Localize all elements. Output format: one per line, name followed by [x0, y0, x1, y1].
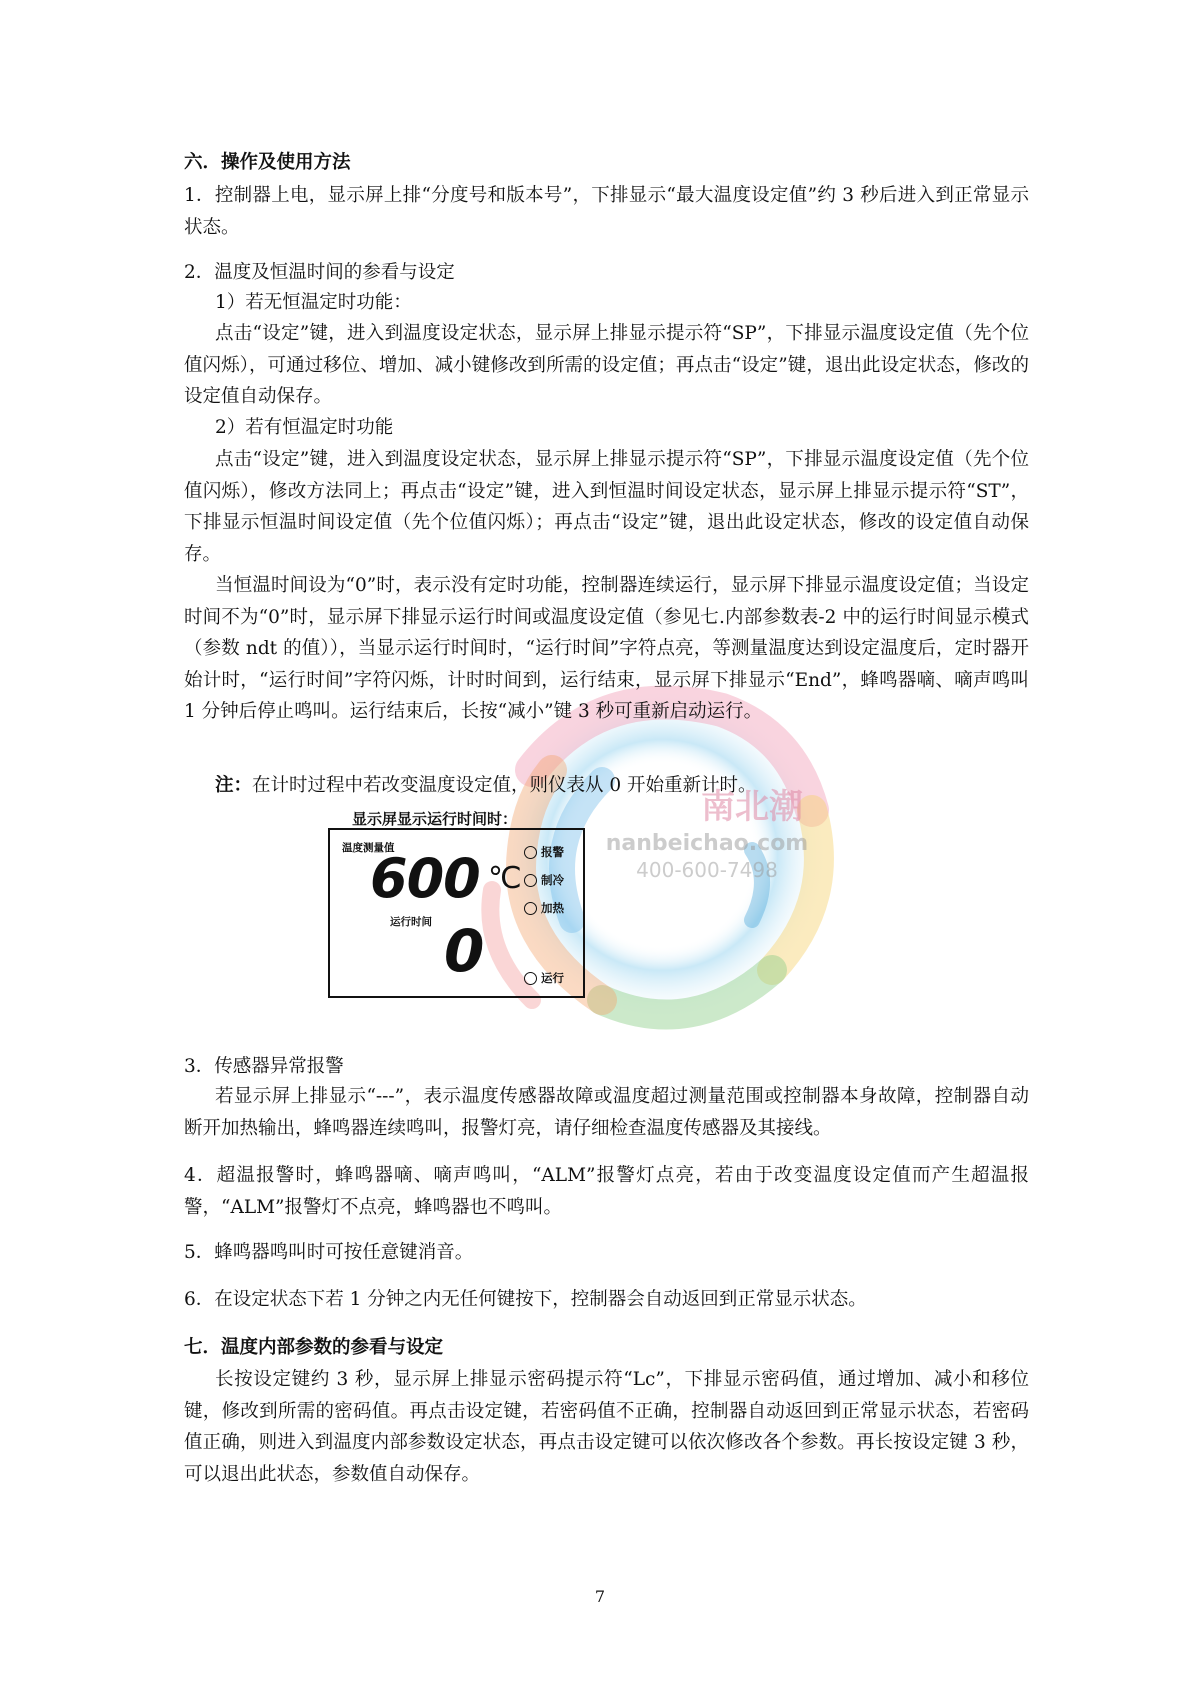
page-number: 7	[594, 1587, 606, 1606]
run-label: 运行	[541, 971, 564, 985]
heating-indicator	[524, 900, 564, 916]
label-temp-measured: 温度测量值	[342, 842, 395, 854]
cooling-indicator	[524, 872, 564, 888]
section-7-text: 长按设定键约 3 秒，显示屏上排显示密码提示符“Lc”，下排显示密码值，通过增加、减小和移位键，修改到所需的密码值。再点击设定键，若密码值不正确，控制器自动返回到正常显示状态，若密码值正确，则进入到温度内部参数设定状态，再点击设定键可以依次修改各个参数。再长按设定键 3 秒，可以退出此状态，参数值自动保存。	[184, 1369, 1029, 1485]
item-6-text: 6．在设定状态下若 1 分钟之内无任何键按下，控制器会自动返回到正常显示状态。	[184, 1289, 867, 1310]
section-6-heading: 六．操作及使用方法	[184, 152, 351, 173]
run-led-icon	[524, 972, 537, 985]
alarm-led-icon	[524, 846, 537, 859]
note	[184, 771, 1055, 800]
run-indicator	[524, 970, 564, 986]
cooling-label: 制冷	[541, 873, 564, 887]
item-2-sub1-text: 点击“设定”键，进入到温度设定状态，显示屏上排显示提示符“SP”，下排显示温度设定值（先个位值闪烁），可通过移位、增加、减小键修改到所需的设定值；再点击“设定”键，退出此设定状态，修改的设定值自动保存。	[184, 323, 1029, 407]
watermark-domain: nanbeichao.com	[605, 831, 809, 856]
item-2-sub1-title: 1）若无恒温定时功能：	[215, 292, 412, 313]
watermark-brand: 南北潮	[701, 787, 803, 827]
item-2-title: 2．温度及恒温时间的参看与设定	[184, 262, 455, 283]
lcd-display-diagram	[328, 828, 585, 998]
section-7-heading: 七．温度内部参数的参看与设定	[184, 1337, 444, 1358]
item-2-sub2-text: 点击“设定”键，进入到温度设定状态，显示屏上排显示提示符“SP”，下排显示温度设定值（先个位值闪烁），修改方法同上；再点击“设定”键，进入到恒温时间设定状态，显示屏上排显示提示符“ST”，下排显示恒温时间设定值（先个位值闪烁）；再点击“设定”键，退出此设定状态，修改的设定值自动保存。	[184, 449, 1029, 565]
diagram-title: 显示屏显示运行时间时：	[352, 810, 518, 828]
alarm-label: 报警	[541, 845, 564, 859]
note-text: 在计时过程中若改变温度设定值，则仪表从 0 开始重新计时。	[252, 775, 757, 796]
item-4-text: 4．超温报警时，蜂鸣器嘀、嘀声鸣叫，“ALM”报警灯点亮，若由于改变温度设定值而产生超温报警，“ALM”报警灯不点亮，蜂鸣器也不鸣叫。	[184, 1165, 1029, 1218]
heating-label: 加热	[541, 901, 564, 915]
heating-led-icon	[524, 902, 537, 915]
item-3-text: 若显示屏上排显示“---”，表示温度传感器故障或温度超过测量范围或控制器本身故障，控制器自动断开加热输出，蜂鸣器连续鸣叫，报警灯亮，请仔细检查温度传感器及其接线。	[184, 1086, 1029, 1139]
item-5-text: 5．蜂鸣器鸣叫时可按任意键消音。	[184, 1242, 474, 1263]
item-2-paragraph: 当恒温时间设为“0”时，表示没有定时功能，控制器连续运行，显示屏下排显示温度设定值；当设定时间不为“0”时，显示屏下排显示运行时间或温度设定值（参见七.内部参数表-2 中的运行时间显示模式（参数 ndt 的值）），当显示运行时间时，“运行时间”字符点亮，等测量温度达到设定温度后，定时器开始计时，“运行时间”字符闪烁，计时时间到，运行结束，显示屏下排显示“End”，蜂鸣器嘀、嘀声鸣叫 1 分钟后停止鸣叫。运行结束后，长按“减小”键 3 秒可重新启动运行。	[184, 575, 1029, 722]
run-time-value: 0	[444, 917, 484, 985]
note-label: 注：	[215, 775, 253, 796]
cooling-led-icon	[524, 874, 537, 887]
watermark-phone: 400-600-7498	[636, 858, 778, 882]
celsius-unit: ℃	[488, 861, 521, 896]
item-2-sub2-title: 2）若有恒温定时功能	[215, 417, 394, 438]
label-run-time: 运行时间	[390, 916, 432, 928]
item-1-text: 1．控制器上电，显示屏上排“分度号和版本号”，下排显示“最大温度设定值”约 3 秒后进入到正常显示状态。	[184, 185, 1029, 238]
alarm-indicator	[524, 844, 564, 860]
temp-value: 600	[370, 847, 480, 910]
item-3-title: 3．传感器异常报警	[184, 1056, 344, 1077]
